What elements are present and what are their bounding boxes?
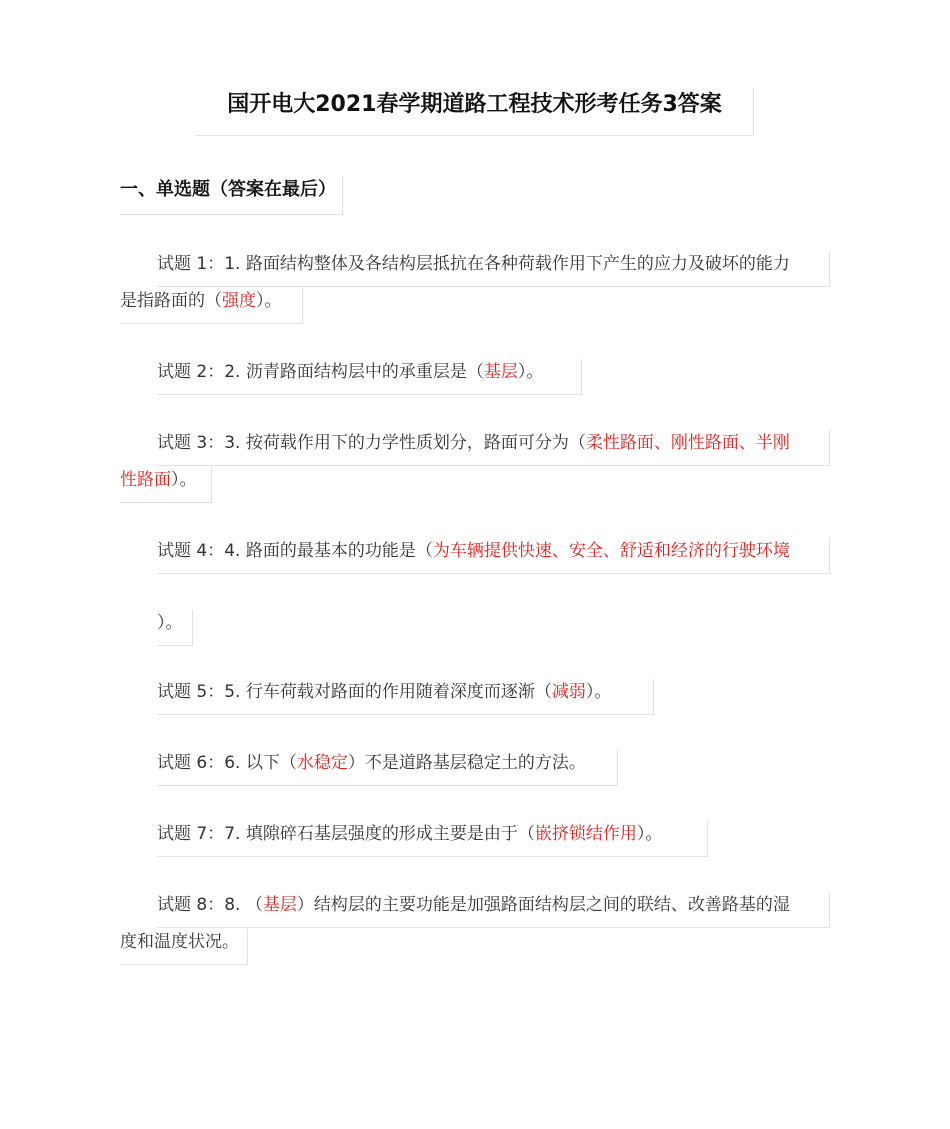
question-1-text: 路面结构整体及各结构层抵抗在各种荷载作用下产生的应力及破坏的能力 xyxy=(245,254,790,274)
question-5-answer: 减弱 xyxy=(551,682,586,702)
question-6-answer: 水稳定 xyxy=(296,753,348,773)
question-5-line-1 xyxy=(157,679,654,715)
question-1-label: 试题 1：1. xyxy=(157,254,241,274)
question-3-label: 试题 3：3. xyxy=(157,433,241,453)
question-7-text-end: ）。 xyxy=(636,824,663,844)
question-7-label: 试题 7：7. xyxy=(157,824,241,844)
question-6-text: 以下（ xyxy=(245,753,297,773)
question-1-answer: 强度 xyxy=(222,291,256,311)
question-5-text: 行车荷载对路面的作用随着深度而逐渐（ xyxy=(245,682,552,702)
question-1-line-1 xyxy=(157,251,830,287)
question-6-label: 试题 6：6. xyxy=(157,753,241,773)
question-3-line-1 xyxy=(157,430,830,466)
question-3-text: 按荷载作用下的力学性质划分，路面可分为（ xyxy=(245,433,586,453)
question-3-answer-part-2: 性路面 xyxy=(120,470,171,490)
question-8-text-cont: ）结构层的主要功能是加强路面结构层之间的联结、改善路基的湿 xyxy=(296,895,790,915)
question-8-line-1 xyxy=(157,892,830,928)
question-3-text-end: ）。 xyxy=(171,470,197,490)
question-4-line-2 xyxy=(157,610,193,646)
question-4-text: 路面的最基本的功能是（ xyxy=(245,541,433,561)
document-title: 国开电大2021春学期道路工程技术形考任务3答案 xyxy=(196,88,754,136)
question-1-text-cont: 是指路面的（ xyxy=(120,291,222,311)
question-2-text: 沥青路面结构层中的承重层是（ xyxy=(245,362,484,382)
question-4-line-1 xyxy=(157,538,830,574)
section-heading: 一、单选题（答案在最后） xyxy=(120,176,343,215)
question-3-answer-part-1: 柔性路面、刚性路面、半刚 xyxy=(585,433,790,453)
question-6-line-1 xyxy=(157,750,618,786)
question-3-line-2 xyxy=(120,467,212,503)
question-5-text-end: ）。 xyxy=(585,682,612,702)
question-8-answer: 基层 xyxy=(262,895,297,915)
question-2-label: 试题 2：2. xyxy=(157,362,241,382)
question-8-text-end: 度和温度状况。 xyxy=(120,932,239,952)
question-8-text: （ xyxy=(245,895,263,915)
question-1-line-2 xyxy=(120,288,303,324)
question-7-text: 填隙碎石基层强度的形成主要是由于（ xyxy=(245,824,535,844)
question-2-line-1 xyxy=(157,359,582,395)
question-2-answer: 基层 xyxy=(483,362,518,382)
question-7-line-1 xyxy=(157,821,708,857)
question-6-text-end: ）不是道路基层稳定土的方法。 xyxy=(347,753,586,773)
question-7-answer: 嵌挤锁结作用 xyxy=(534,824,637,844)
question-2-text-end: ）。 xyxy=(517,362,544,382)
question-8-label: 试题 8：8. xyxy=(157,895,241,915)
question-8-line-2 xyxy=(120,929,248,965)
question-4-label: 试题 4：4. xyxy=(157,541,241,561)
question-5-label: 试题 5：5. xyxy=(157,682,241,702)
question-4-answer: 为车辆提供快速、安全、舒适和经济的行驶环境 xyxy=(432,541,790,561)
question-1-text-end: ）。 xyxy=(256,291,282,311)
question-4-text-end: ）。 xyxy=(157,613,183,633)
